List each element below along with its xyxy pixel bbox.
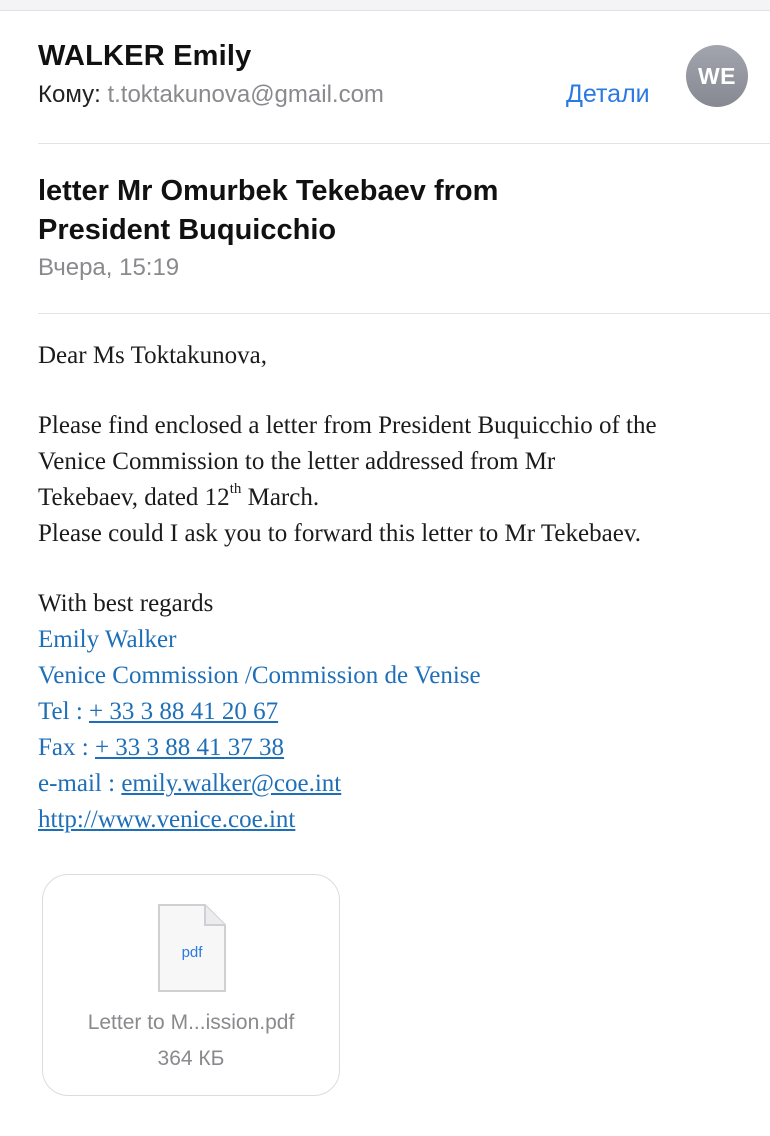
- sender-avatar[interactable]: WE: [686, 45, 748, 107]
- attachment-name: Letter to M...ission.pdf: [87, 1011, 295, 1034]
- ordinal-suffix: th: [229, 480, 242, 497]
- body-line: Please find enclosed a letter from President Buquicchio of the: [38, 412, 657, 439]
- closing: With best regards: [38, 590, 214, 617]
- pdf-icon-label: pdf: [181, 944, 203, 961]
- to-label: Кому:: [38, 81, 101, 108]
- signature-name: Emily Walker: [38, 626, 177, 653]
- signature-fax: [38, 730, 748, 766]
- divider: [38, 143, 770, 144]
- body-line: Venice Commission to the letter addressed from Mr: [38, 448, 556, 475]
- details-link[interactable]: Детали: [566, 80, 650, 108]
- subject-line-2: President Buquicchio: [38, 214, 337, 246]
- message-date: Вчера, 15:19: [38, 254, 180, 281]
- signature-website: [38, 802, 748, 838]
- message-body: [38, 338, 748, 838]
- divider: [38, 313, 770, 314]
- sender-name[interactable]: WALKER Emily: [38, 40, 252, 72]
- signature-org: Venice Commission /Commission de Venise: [38, 662, 481, 689]
- recipient-address[interactable]: t.toktakunova@gmail.com: [107, 81, 384, 108]
- signature-email: [38, 766, 748, 802]
- fax-link[interactable]: + 33 3 88 41 37 38: [94, 734, 285, 761]
- body-line: [38, 480, 748, 516]
- pdf-file-icon: [157, 903, 227, 993]
- attachment-card[interactable]: [42, 874, 340, 1096]
- top-toolbar-edge: [0, 0, 770, 11]
- tel-label: Tel :: [38, 698, 90, 725]
- body-text: March.: [241, 484, 320, 511]
- tel-link[interactable]: + 33 3 88 41 20 67: [89, 698, 279, 725]
- body-text: Tekebaev, dated 12: [38, 484, 230, 511]
- signature-tel: [38, 694, 748, 730]
- subject-title: [38, 172, 658, 250]
- attachment-size: 364 КБ: [157, 1047, 225, 1070]
- fax-label: Fax :: [38, 734, 95, 761]
- greeting: Dear Ms Toktakunova,: [38, 342, 267, 369]
- email-label: e-mail :: [38, 770, 122, 797]
- subject-line-1: letter Mr Omurbek Tekebaev from: [38, 175, 499, 207]
- body-line: Please could I ask you to forward this letter to Mr Tekebaev.: [38, 520, 641, 547]
- email-link[interactable]: emily.walker@coe.int: [121, 770, 342, 797]
- website-link[interactable]: http://www.venice.coe.int: [38, 806, 296, 833]
